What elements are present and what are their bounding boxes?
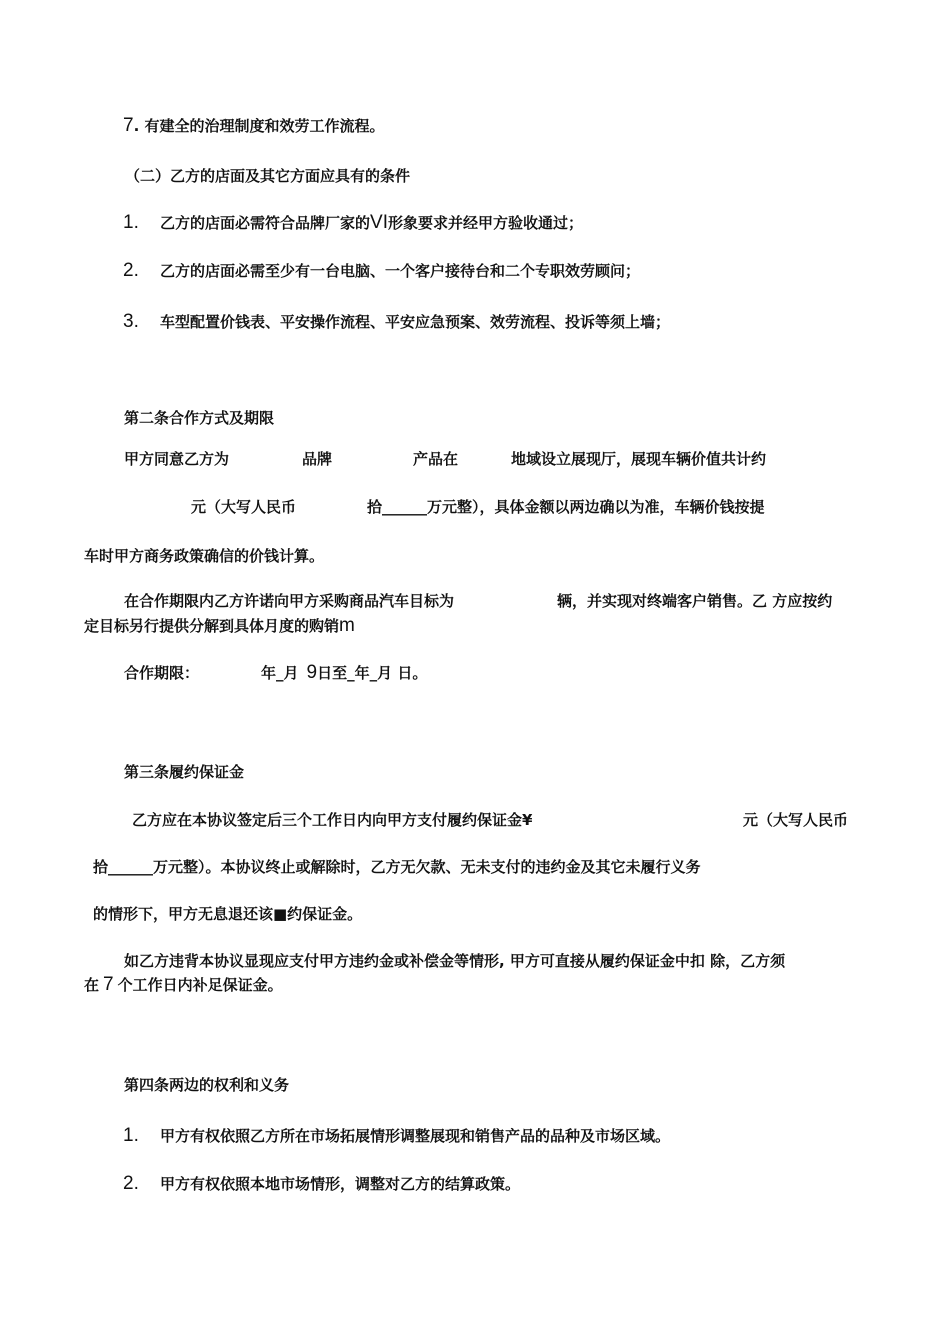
term-day: 9 <box>306 662 318 683</box>
cooperation-term-label: 合作期限： <box>124 664 200 682</box>
article-2-para-1-d: 地域设立展现厅，展现车辆价值共计约 <box>511 450 767 468</box>
article-2-para-1-b: 品牌 <box>302 450 333 468</box>
clause-text: . 有建全的治理制度和效劳工作流程。 <box>133 117 385 135</box>
article-2-para-1-a: 甲方同意乙方为 <box>124 450 230 468</box>
item-number-2: 2. <box>123 260 139 281</box>
article-4-heading: 第四条两边的权利和义务 <box>124 1076 290 1094</box>
item-number-1: 1. <box>123 212 139 233</box>
article-4-item-number-2: 2. <box>123 1173 139 1194</box>
cooperation-term-dates <box>261 663 427 683</box>
item-2-text: 乙方的店面必需至少有一台电脑、一个客户接待台和二个专职效劳顾问； <box>160 262 641 280</box>
clause-number: 7 <box>123 115 134 136</box>
article-3-para-5-a: 在 <box>84 976 100 994</box>
article-2-para-5-text: 定目标另行提供分解到具体月度的购销 <box>84 617 340 635</box>
clause-7 <box>123 116 385 136</box>
article-2-para-4-a: 在合作期限内乙方许诺向甲方采购商品汽车目标为 <box>124 592 455 610</box>
item-1-text-b: 形象要求并经甲方验收通过； <box>387 214 583 232</box>
article-2-para-5-m: m <box>339 615 355 636</box>
article-3-para-1-b: 元（大写人民币 <box>743 811 849 829</box>
article-2-para-1-c: 产品在 <box>413 450 459 468</box>
term-rest: 日至_年_月 日。 <box>317 664 428 682</box>
article-4-item-number-1: 1. <box>123 1125 139 1146</box>
article-3-para-2: 拾______万元整）。本协议终止或解除时，乙方无欠款、无未支付的违约金及其它未履行义务 <box>93 858 701 876</box>
section-heading-2: （二）乙方的店面及其它方面应具有的条件 <box>125 167 411 185</box>
term-year-month: 年_月 <box>261 664 299 682</box>
article-2-para-2-b: 拾______万元整），具体金额以两边确以为准，车辆价钱按提 <box>367 498 765 516</box>
article-2-para-2-a: 元（大写人民币 <box>191 498 297 516</box>
article-3-para-1-a: 乙方应在本协议签定后三个工作日内向甲方支付履约保证金¥ <box>132 811 533 829</box>
article-3-para-5 <box>84 975 283 995</box>
article-3-heading: 第三条履约保证金 <box>124 763 245 781</box>
article-3-para-5-b: 个工作日内补足保证金。 <box>117 976 283 994</box>
article-3-para-3: 的情形下，甲方无息退还该■约保证金。 <box>93 905 363 923</box>
article-2-heading: 第二条合作方式及期限 <box>124 409 275 427</box>
article-3-para-4: 如乙方违背本协议显现应支付甲方违约金或补偿金等情形, 甲方可直接从履约保证金中扣 除，乙方须 <box>124 952 786 970</box>
article-4-item-1-text: 甲方有权依照乙方所在市场拓展情形调整展现和销售产品的品种及市场区域。 <box>160 1127 671 1145</box>
article-4-item-2-text: 甲方有权依照本地市场情形，调整对乙方的结算政策。 <box>160 1175 521 1193</box>
item-number-3: 3. <box>123 311 139 332</box>
item-1-text <box>160 213 583 233</box>
article-3-para-5-number: 7 <box>103 974 114 995</box>
article-2-para-4-b: 辆，并实现对终端客户销售。乙 方应按约 <box>557 592 833 610</box>
article-2-para-5 <box>84 616 355 636</box>
item-3-text: 车型配置价钱表、平安操作流程、平安应急预案、效劳流程、投诉等须上墙； <box>160 313 671 331</box>
item-1-text-a: 乙方的店面必需符合品牌厂家的 <box>160 214 371 232</box>
vi-label: VI <box>370 212 388 233</box>
article-2-para-3: 车时甲方商务政策确信的价钱计算。 <box>84 547 325 565</box>
